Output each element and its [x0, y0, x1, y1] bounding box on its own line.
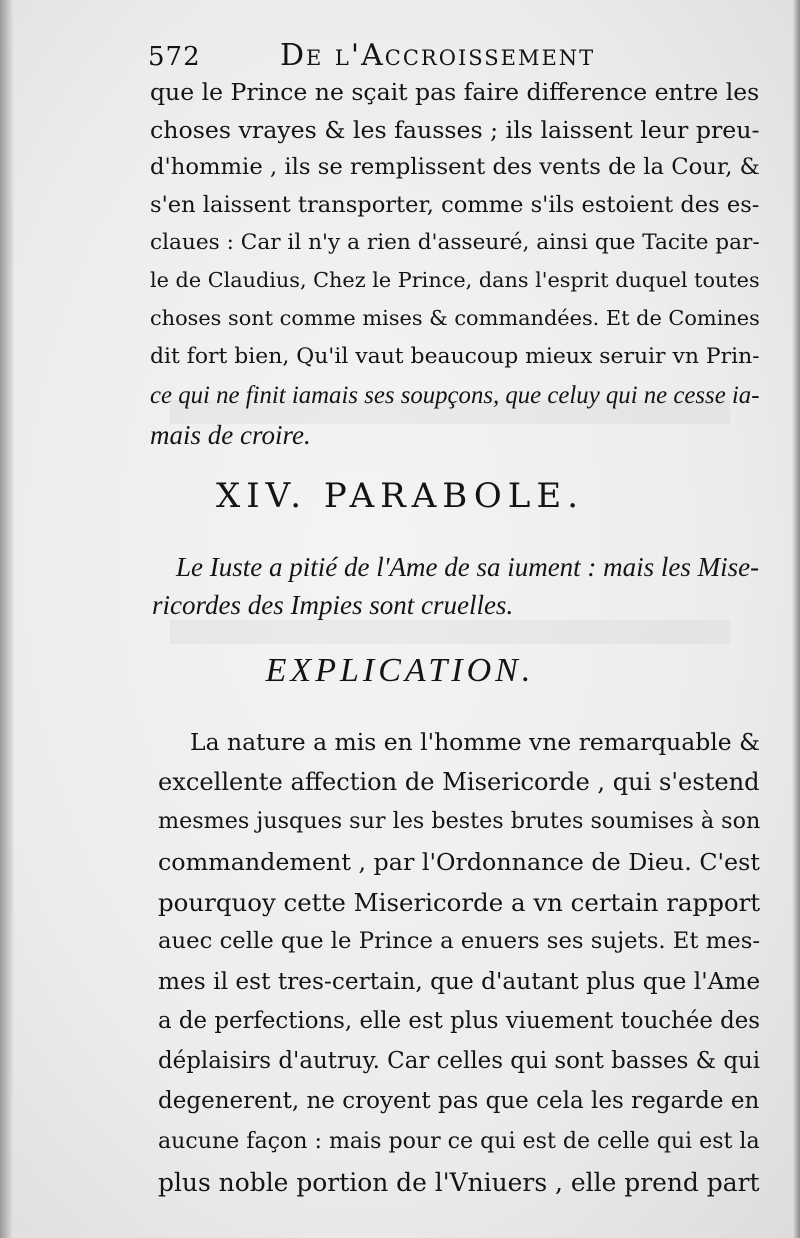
text-line: choses vrayes & les fausses ; ils laissent leur preu-	[150, 116, 760, 144]
text-line: que le Prince ne sçait pas faire difference entre les	[150, 78, 760, 106]
text-line: degenerent, ne croyent pas que cela les regarde en	[158, 1088, 760, 1114]
text-line: La nature a mis en l'homme vne remarquable &	[190, 728, 760, 756]
text-line: excellente affection de Misericorde , qui s'estend	[158, 768, 760, 796]
text-line: plus noble portion de l'Vniuers , elle prend part	[158, 1168, 760, 1197]
page-header	[148, 38, 748, 78]
text-line: le de Claudius, Chez le Prince, dans l'esprit duquel toutes	[150, 268, 760, 292]
text-line: a de perfections, elle est plus viuement touchée des	[158, 1008, 761, 1034]
text-line: déplaisirs d'autruy. Car celles qui sont basses & qui	[158, 1048, 761, 1074]
text-line: s'en laissent transporter, comme s'ils estoient des es-	[150, 192, 760, 218]
parable-line: Le Iuste a pitié de l'Ame de sa iument : mais les Mise-	[176, 552, 760, 582]
page-edge-left	[0, 0, 14, 1238]
running-title: De l'Accroissement	[280, 38, 596, 73]
text-line: mes il est tres-certain, que d'autant plus que l'Ame	[158, 968, 761, 995]
text-line: dit fort bien, Qu'il vaut beaucoup mieux seruir vn Prin-	[150, 344, 760, 369]
text-line: choses sont comme mises & commandées. Et de Comines	[150, 306, 760, 330]
text-line: mesmes jusques sur les bestes brutes soumises à son	[158, 808, 761, 834]
text-line: auec celle que le Prince a enuers ses sujets. Et mes-	[158, 928, 761, 954]
page-edge-right	[792, 0, 800, 1238]
text-line: commandement , par l'Ordonnance de Dieu. C'est	[158, 848, 760, 876]
page-number: 572	[148, 42, 201, 72]
text-line: pourquoy cette Misericorde a vn certain rapport	[158, 888, 761, 917]
text-line: claues : Car il n'y a rien d'asseuré, ainsi que Tacite par-	[150, 230, 760, 255]
parable-line: ricordes des Impies sont cruelles.	[152, 590, 514, 620]
text-line: d'hommie , ils se remplissent des vents de la Cour, &	[150, 154, 760, 180]
text-line: mais de croire.	[150, 420, 311, 450]
explication-heading: EXPLICATION.	[265, 652, 535, 689]
text-line: aucune façon : mais pour ce qui est de celle qui est la	[158, 1128, 760, 1154]
show-through-shadow	[170, 620, 730, 644]
text-line: ce qui ne finit iamais ses soupçons, que celuy qui ne cesse ia-	[150, 382, 760, 409]
parable-heading: XIV. PARABOLE.	[215, 476, 585, 516]
